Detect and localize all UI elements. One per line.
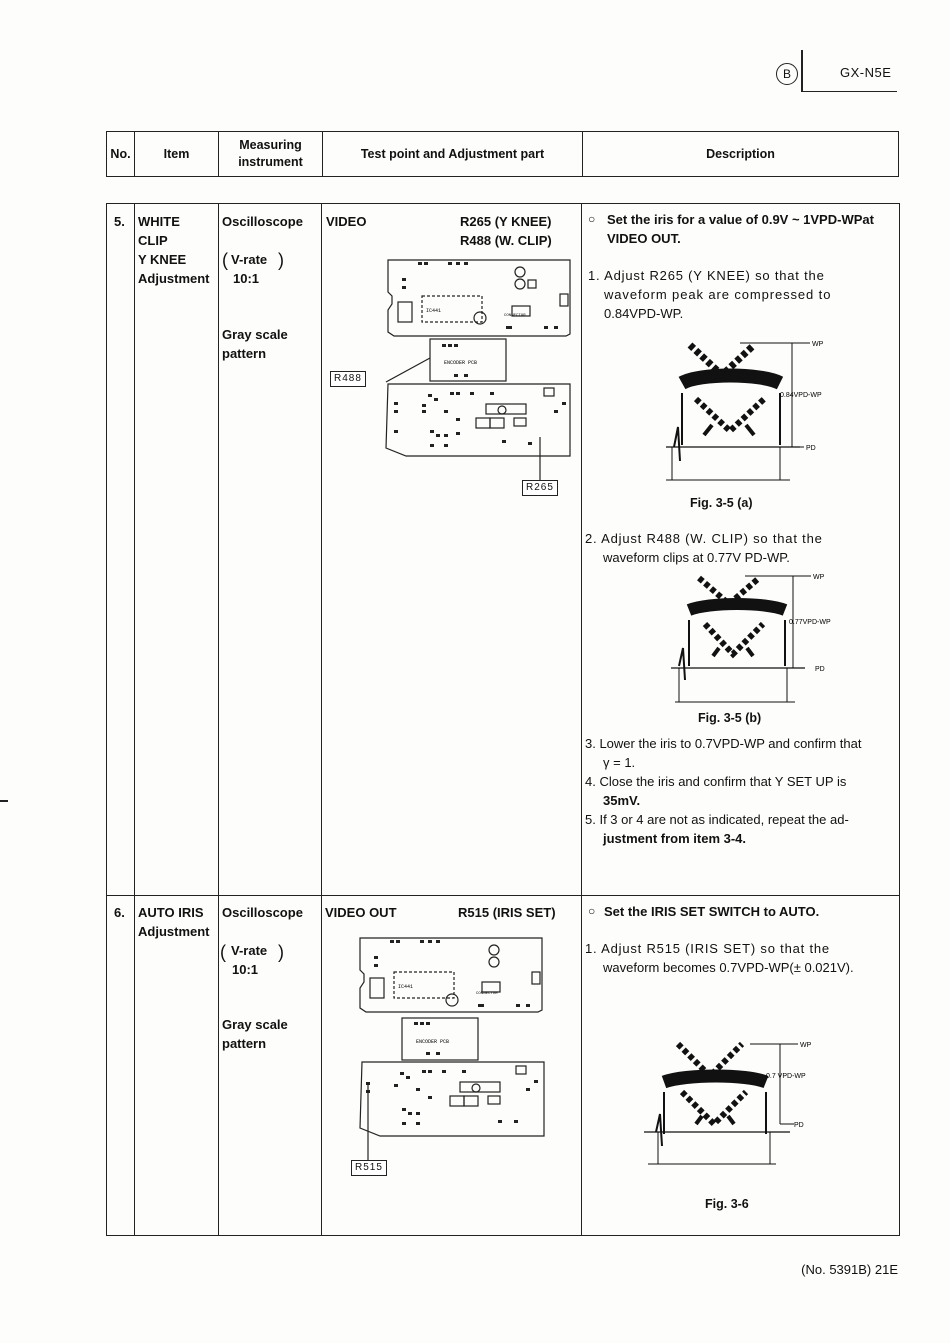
row6-part: R515 (IRIS SET): [458, 905, 556, 920]
r265-tag: R265: [522, 480, 558, 496]
model-number: GX-N5E: [840, 65, 892, 80]
fig-6-pd-label: PD: [794, 1122, 804, 1129]
row5-item-line3: Y KNEE: [138, 252, 187, 267]
col-instrument: Measuring instrument: [219, 132, 323, 177]
row5-pattern-line1: Gray scale: [222, 327, 288, 342]
pcb-connector-label: CONNECTOR: [476, 992, 498, 996]
row6-item-line2: Adjustment: [138, 924, 210, 939]
row5-intro-line2: VIDEO OUT.: [607, 231, 681, 246]
row5-step5-line1: 5. If 3 or 4 are not as indicated, repeat the ad-: [585, 812, 849, 827]
row5-item-line2: CLIP: [138, 233, 168, 248]
fig-b-pd-label: PD: [815, 666, 825, 673]
row5-instrument: Oscilloscope: [222, 214, 303, 229]
r515-tag: R515: [351, 1160, 387, 1176]
pcb-encoder-label: ENCODER PCB: [444, 360, 478, 366]
divider: [218, 203, 219, 1236]
row6-number: 6.: [114, 905, 125, 920]
column-header-table: [106, 131, 899, 177]
section-badge: B: [776, 63, 798, 85]
row6-ratio: 10:1: [232, 962, 259, 977]
fig-3-5a-waveform: [660, 335, 840, 490]
row5-pattern-line2: pattern: [222, 346, 267, 361]
row6-instrument: Oscilloscope: [222, 905, 303, 920]
fig-b-voltage: 0.77VPD-WP: [789, 619, 831, 626]
row5-step2-line1: 2. Adjust R488 (W. CLIP) so that the: [585, 531, 823, 546]
row5-vrate: V-rate: [231, 252, 268, 267]
fig-6-wp-label: WP: [800, 1042, 812, 1049]
pcb-encoder-label: ENCODER PCB: [416, 1039, 450, 1045]
row6-step1-line1: 1. Adjust R515 (IRIS SET) so that the: [585, 941, 830, 956]
fig-6-voltage: 0.7 VPD-WP: [766, 1073, 806, 1080]
divider: [581, 203, 582, 1236]
row5-signal: VIDEO: [326, 214, 367, 229]
row5-step1-line2: waveform peak are compressed to: [604, 287, 832, 302]
pcb-ic-label: IC441: [398, 984, 414, 990]
paren-left: (: [222, 250, 228, 270]
row5-item-line4: Adjustment: [138, 271, 210, 286]
row5-intro-line1: Set the iris for a value of 0.9V ~ 1VPD-WPat: [607, 212, 874, 227]
row5-step2-line2: waveform clips at 0.77V PD-WP.: [603, 550, 790, 565]
header-underline: [801, 91, 897, 92]
margin-mark: [0, 800, 8, 802]
row5-step4-line1: 4. Close the iris and confirm that Y SET UP is: [585, 774, 847, 789]
bullet-icon: ○: [588, 904, 596, 918]
row5-part1: R265 (Y KNEE): [460, 214, 552, 229]
paren-left: (: [220, 942, 226, 962]
fig-b-wp-label: WP: [813, 574, 825, 581]
row6-intro: Set the IRIS SET SWITCH to AUTO.: [604, 904, 820, 919]
row5-step3-line1: 3. Lower the iris to 0.7VPD-WP and confirm that: [585, 736, 862, 751]
fig-3-5b-caption: Fig. 3-5 (b): [698, 711, 762, 725]
row5-item-line1: WHITE: [138, 214, 180, 229]
fig-a-voltage: 0.84VPD-WP: [780, 392, 822, 399]
row5-step5-line2: justment from item 3-4.: [603, 831, 747, 846]
divider: [134, 203, 135, 1236]
row5-step1-line1: 1. Adjust R265 (Y KNEE) so that the: [588, 268, 825, 283]
divider: [321, 203, 322, 1236]
row5-ratio: 10:1: [233, 271, 260, 286]
paren-right: ): [278, 942, 284, 962]
row6-pattern-line1: Gray scale: [222, 1017, 288, 1032]
col-testpoint: Test point and Adjustment part: [323, 132, 583, 177]
row5-number: 5.: [114, 214, 125, 229]
row5-part2: R488 (W. CLIP): [460, 233, 552, 248]
row5-step3-line2: γ = 1.: [603, 755, 636, 770]
row6-signal: VIDEO OUT: [325, 905, 397, 920]
col-no: No.: [107, 132, 135, 177]
row6-item-line1: AUTO IRIS: [138, 905, 204, 920]
fig-3-6-waveform: [640, 1032, 830, 1172]
row6-pattern-line2: pattern: [222, 1036, 267, 1051]
r488-tag: R488: [330, 371, 366, 387]
fig-a-wp-label: WP: [812, 341, 824, 348]
pcb-connector-label: CONNECTOR: [504, 314, 526, 318]
paren-right: ): [278, 250, 284, 270]
col-description: Description: [583, 132, 899, 177]
fig-3-5a-caption: Fig. 3-5 (a): [690, 496, 753, 510]
fig-a-pd-label: PD: [806, 445, 816, 452]
pcb-ic-label: IC441: [426, 308, 442, 314]
col-item: Item: [135, 132, 219, 177]
row-divider: [106, 895, 900, 896]
row6-pcb-diagram: [348, 932, 553, 1167]
fig-3-6-caption: Fig. 3-6: [705, 1197, 749, 1211]
row6-step1-line2: waveform becomes 0.7VPD-WP(± 0.021V).: [603, 960, 854, 975]
row6-vrate: V-rate: [231, 943, 268, 958]
fig-3-5b-waveform: [665, 568, 845, 713]
header-divider: [801, 50, 803, 92]
row5-step4-line2: 35mV.: [603, 793, 641, 808]
page-footer: (No. 5391B) 21E: [801, 1262, 898, 1277]
row5-step1-line3: 0.84VPD-WP.: [604, 306, 684, 321]
bullet-icon: ○: [588, 212, 596, 226]
